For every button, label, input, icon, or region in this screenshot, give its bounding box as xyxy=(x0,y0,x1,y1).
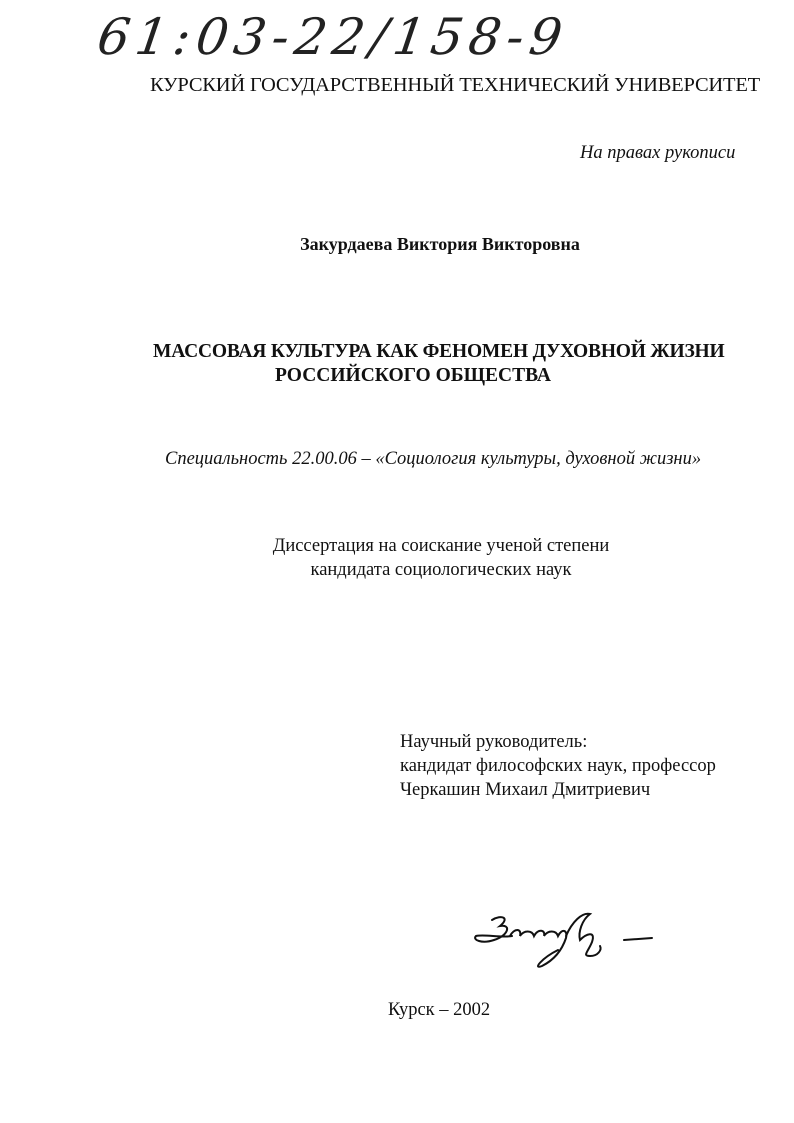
thesis-title-line-1: МАССОВАЯ КУЛЬТУРА КАК ФЕНОМЕН ДУХОВНОЙ ЖИЗНИ xyxy=(153,341,725,362)
dissertation-line-2: кандидата социологических наук xyxy=(310,560,572,580)
handwritten-archive-number: 61:03-22/158-9 xyxy=(93,8,572,66)
author-name: Закурдаева Виктория Викторовна xyxy=(300,234,580,254)
advisor-name: Черкашин Михаил Дмитриевич xyxy=(400,780,651,800)
place-and-year: Курск – 2002 xyxy=(388,1000,491,1020)
advisor-label: Научный руководитель: xyxy=(400,732,588,752)
rights-note: На правах рукописи xyxy=(580,143,736,163)
author-signature xyxy=(462,900,662,985)
thesis-title-line-2: РОССИЙСКОГО ОБЩЕСТВА xyxy=(275,365,551,386)
advisor-degree: кандидат философских наук, профессор xyxy=(400,756,716,776)
dissertation-line-1: Диссертация на соискание ученой степени xyxy=(272,536,610,556)
specialty: Специальность 22.00.06 – «Социология культуры, духовной жизни» xyxy=(165,449,702,469)
university-name: КУРСКИЙ ГОСУДАРСТВЕННЫЙ ТЕХНИЧЕСКИЙ УНИВЕРСИТЕТ xyxy=(150,74,760,96)
